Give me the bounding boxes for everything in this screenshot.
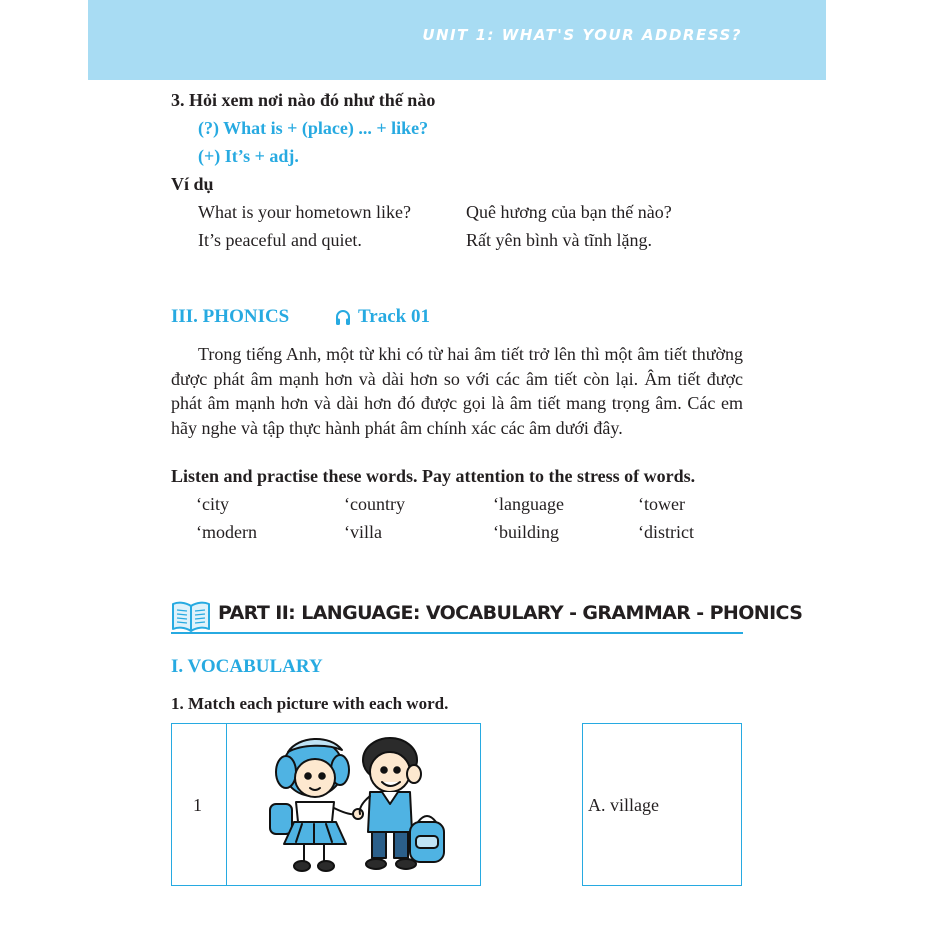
word-item: ‘tower xyxy=(638,494,685,514)
phonics-heading: III. PHONICS xyxy=(171,306,290,327)
word-item: ‘language xyxy=(493,494,564,514)
phonics-instruction: Listen and practise these words. Pay attention to the stress of words. xyxy=(171,466,696,486)
example-en-1: What is your hometown like? xyxy=(198,202,411,222)
header-wave xyxy=(88,48,826,88)
word-item: ‘villa xyxy=(344,522,382,542)
vocabulary-heading: I. VOCABULARY xyxy=(171,656,323,677)
example-vi-2: Rất yên bình và tĩnh lặng. xyxy=(466,230,652,250)
item-number: 1 xyxy=(193,795,202,815)
exercise-title: 1. Match each picture with each word. xyxy=(171,694,449,713)
grammar-heading: 3. Hỏi xem nơi nào đó như thế nào xyxy=(171,90,436,110)
word-item: ‘city xyxy=(196,494,229,514)
word-item: ‘district xyxy=(638,522,694,542)
students-illustration xyxy=(258,730,454,878)
word-item: ‘country xyxy=(344,494,405,514)
phonics-paragraph-text: Trong tiếng Anh, một từ khi có từ hai âm tiết trở lên thì một âm tiết thường được phát âm mạnh hơn và dài hơn so với các âm tiết còn lại. Âm tiết được phát âm mạnh hơn và dài hơn đó được gọi là âm tiết mang trọng âm. Các em hãy nghe và tập thực hành phát âm chính xác các âm dưới đây. xyxy=(171,344,743,438)
example-vi-1: Quê hương của bạn thế nào? xyxy=(466,202,672,222)
phonics-paragraph xyxy=(171,342,743,440)
word-item: ‘modern xyxy=(196,522,257,542)
part-title: PART II: LANGUAGE: VOCABULARY - GRAMMAR - PHONICS xyxy=(218,602,803,624)
track-label: Track 01 xyxy=(358,306,430,327)
example-label: Ví dụ xyxy=(171,174,214,194)
word-option: A. village xyxy=(588,795,659,815)
pattern-question: (?) What is + (place) ... + like? xyxy=(198,118,429,138)
word-item: ‘building xyxy=(493,522,559,542)
headphones-icon xyxy=(335,309,351,326)
part-rule xyxy=(171,632,743,634)
unit-title: UNIT 1: WHAT'S YOUR ADDRESS? xyxy=(422,26,742,44)
example-en-2: It’s peaceful and quiet. xyxy=(198,230,362,250)
open-book-icon xyxy=(170,598,212,632)
pattern-answer: (+) It’s + adj. xyxy=(198,146,299,166)
